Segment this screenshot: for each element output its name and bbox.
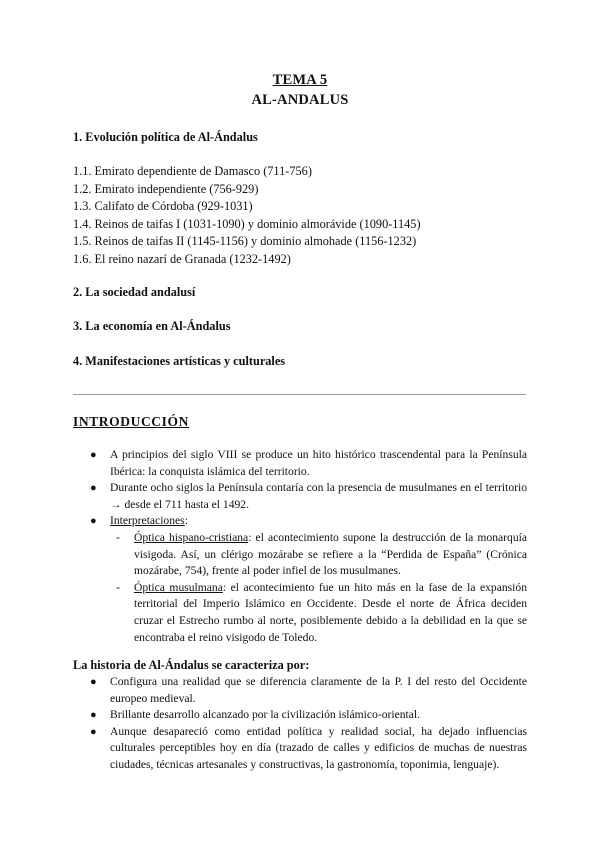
- section-heading-2: 2. La sociedad andalusí: [73, 285, 196, 299]
- bullet-icon: ●: [90, 449, 97, 461]
- list-item: ● Configura una realidad que se diferencia claramente de la P. I del resto del Occidente europeo medieval.: [90, 675, 527, 705]
- bullet-icon: ●: [90, 482, 97, 495]
- horizontal-divider: [73, 394, 526, 395]
- subsection-item: 1.1. Emirato dependiente de Damasco (711-756): [73, 164, 312, 178]
- bullet-icon: ●: [90, 676, 97, 688]
- interpretaciones-label: Interpretaciones: [110, 514, 185, 528]
- dash-icon: -: [116, 530, 120, 544]
- subsection-item: 1.3. Califato de Córdoba (929-1031): [73, 199, 253, 213]
- page-subtitle: AL-ANDALUS: [251, 92, 349, 108]
- section-heading-1: 1. Evolución política de Al-Ándalus: [73, 130, 258, 144]
- sub-list-item: - Óptica hispano-cristiana: el acontecimiento supone la destrucción de la monarquía visigoda. Así, un clérigo mozárabe se refiere a la “Perdida de España” (Crónica mozárabe, 754), frente al poder infiel de los musulmanes.: [116, 530, 528, 578]
- list-item: ● Aunque desapareció como entidad política y realidad social, ha dejado influencias culturales perceptibles hoy en día (trazado de calles y edificios de muchas de nuestras ciudades, técnicas artesanales y constructivas, la gastronomía, toponimia, lenguaje).: [90, 724, 527, 771]
- sub-list-item: - Óptica musulmana: el acontecimiento fue un hito más en la fase de la expansión territorial del Imperio Islámico en Occidente. Desde el norte de África deciden cruzar el Estrecho rumbo al norte, posiblemente debido a la debilidad en la que se encontraba el reino visigodo de Toledo.: [116, 580, 527, 644]
- section-heading-3: 3. La economía en Al-Ándalus: [73, 319, 231, 333]
- optica-hispano-cristiana-label: Óptica hispano-cristiana: [134, 530, 249, 544]
- optica-musulmana-label: Óptica musulmana: [134, 580, 223, 594]
- intro-heading: INTRODUCCIÓN: [73, 414, 189, 429]
- dash-icon: -: [116, 580, 120, 594]
- characteristics-list: [73, 674, 527, 774]
- subsection-item: 1.5. Reinos de taifas II (1145-1156) y dominio almohade (1156-1232): [73, 234, 417, 248]
- subsection-item: 1.2. Emirato independiente (756-929): [73, 181, 259, 196]
- intro-bullet-list: [73, 447, 527, 646]
- bullet-icon: ●: [90, 709, 97, 722]
- list-item: ● A principios del siglo VIII se produce un hito histórico trascendental para la Península Ibérica: la conquista islámica del territorio.: [90, 448, 527, 478]
- subsection-list: [73, 163, 421, 268]
- subsection-item: 1.6. El reino nazarí de Granada (1232-1492): [73, 251, 291, 266]
- list-item: ● Interpretaciones:: [73, 513, 527, 530]
- subsection-item: 1.4. Reinos de taifas I (1031-1090) y dominio almorávide (1090-1145): [73, 216, 421, 231]
- bullet-icon: ●: [90, 515, 97, 528]
- list-item: ● Durante ocho siglos la Península contaría con la presencia de musulmanes en el territorio → desde el 711 hasta el 1492.: [90, 481, 527, 511]
- characteristics-heading: La historia de Al-Ándalus se caracteriza por:: [73, 658, 310, 672]
- bullet-icon: ●: [90, 725, 97, 738]
- list-item: ● Brillante desarrollo alcanzado por la civilización islámico-oriental.: [73, 707, 527, 724]
- section-heading-4: 4. Manifestaciones artísticas y culturales: [73, 354, 286, 368]
- page-title: TEMA 5: [272, 72, 328, 88]
